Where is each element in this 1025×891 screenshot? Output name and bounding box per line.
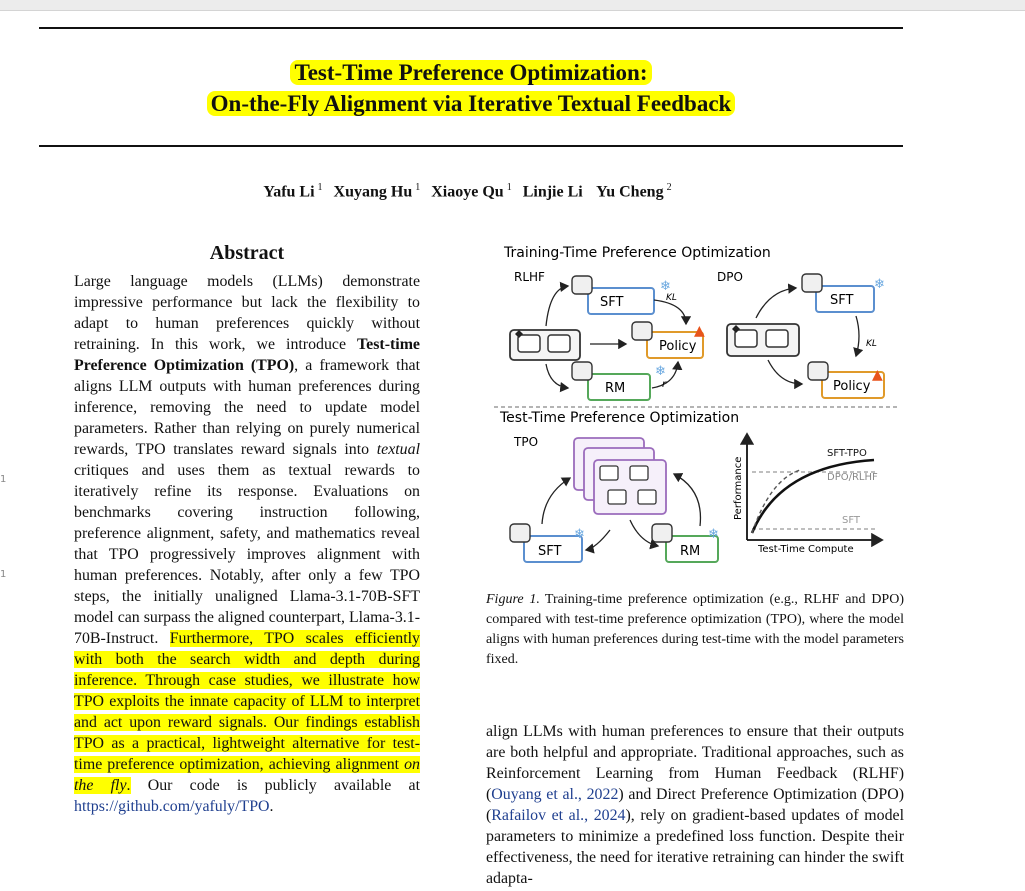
caption-label: Figure 1.	[486, 592, 540, 607]
dpo-sft-box	[802, 274, 885, 312]
abstract-highlighted-text: Furthermore, TPO scales efficiently with both the search width and depth during inference. Through case studies, we illustrate how TPO exploits the innate capacity of LLM to interpret and act upon reward signals. Our findings establish TPO as a practical, lightweight alternative for test-time preference optimization, achieving alignment	[74, 630, 420, 773]
tpo-sft-box	[510, 524, 585, 562]
author-affiliation: 1	[415, 182, 421, 193]
abstract-text: .	[269, 798, 274, 815]
dpo-sft-label: SFT	[830, 293, 854, 308]
author-name: Xiaoye Qu	[431, 183, 504, 201]
sft-label: SFT	[842, 515, 861, 526]
citation-link[interactable]: Rafailov et al., 2024	[491, 807, 626, 824]
rlhf-label: RLHF	[514, 270, 545, 284]
robot-icon	[572, 276, 592, 294]
tpo-rm-label: RM	[680, 544, 701, 559]
arrow	[654, 300, 686, 324]
dpo-prompt-box	[727, 324, 799, 356]
snowflake-icon: ❄	[660, 279, 671, 294]
abstract-highlighted-text: .	[126, 777, 131, 794]
robot-icon	[632, 322, 652, 340]
abstract-text: , a framework that aligns LLM outputs with human preferences during inference, removing the need to update model parameters. Rather than relying on purely numerical rewards, TPO translates reward signals into	[74, 357, 421, 458]
y-axis-label: Performance	[733, 456, 744, 520]
snowflake-icon: ❄	[574, 527, 585, 542]
author-name: Yafu Li	[263, 183, 315, 201]
fire-icon: ▲	[872, 367, 883, 383]
robot-icon	[802, 274, 822, 292]
figure-1-diagram	[490, 238, 904, 568]
x-axis-label: Test-Time Compute	[758, 544, 854, 555]
fire-icon: ▲	[694, 323, 705, 339]
arrow	[586, 530, 610, 550]
author-list	[39, 182, 903, 201]
dpo-rlhf-label: DPO/RLHF	[827, 472, 878, 483]
author-affiliation: 1	[317, 182, 323, 193]
paper-title-line-2	[39, 89, 903, 118]
abstract-text: critiques and uses them as textual rewards to iteratively refine its response. Evaluations on benchmarks covering instruction following, preference alignment, safety, and mathematics reveal that TPO progressively improves alignment with human preferences. Notably, after only a few TPO steps, the initially unaligned Llama-3.1-70B-SFT model can surpass the aligned counterpart, Llama-3.1-70B-Instruct.	[74, 462, 420, 647]
performance-mini-chart	[733, 434, 882, 555]
abstract-italic-term: textual	[376, 441, 420, 458]
tpo-sft-label: SFT	[538, 544, 562, 559]
title-highlight: On-the-Fly Alignment via Iterative Textual Feedback	[207, 91, 736, 116]
author-name: Yu Cheng	[596, 183, 664, 201]
title-highlight: Test-Time Preference Optimization:	[290, 60, 651, 85]
title-top-rule	[39, 27, 903, 29]
figure-1	[490, 238, 904, 568]
test-time-title: Test-Time Preference Optimization	[500, 410, 740, 426]
dpo-policy-label: Policy	[833, 379, 871, 394]
intro-paragraph	[486, 721, 904, 889]
robot-icon	[510, 524, 530, 542]
snowflake-icon: ❄	[874, 277, 885, 292]
dpo-kl-label: KL	[866, 339, 877, 349]
author-affiliation: 2	[666, 182, 672, 193]
body-text: ) and Direct Preference Optimization (DPO) (	[486, 786, 905, 824]
author-name: Xuyang Hu	[333, 183, 413, 201]
author-name: Linjie Li	[522, 183, 583, 201]
robot-icon	[572, 362, 592, 380]
dpo-label: DPO	[717, 270, 743, 284]
robot-icon	[808, 362, 828, 380]
snowflake-icon: ❄	[655, 364, 666, 379]
dpo-rlhf-rise	[752, 470, 800, 533]
snowflake-icon: ❄	[708, 527, 719, 542]
abstract-heading: Abstract	[209, 242, 285, 264]
rlhf-sft-label: SFT	[600, 295, 624, 310]
arrow	[542, 478, 570, 524]
caption-text: Training-time preference optimization (e.g., RLHF and DPO) compared with test-time preference optimization (TPO), where the model aligns with human preferences during test-time with the model parameters fixed.	[486, 592, 904, 667]
citation-link[interactable]: Ouyang et al., 2022	[491, 786, 619, 803]
code-repo-link[interactable]: https://github.com/yafuly/TPO	[74, 798, 270, 815]
rlhf-policy-label: Policy	[659, 339, 697, 354]
tpo-label: TPO	[514, 435, 539, 449]
abstract-highlighted-italic: on the fly	[74, 756, 420, 794]
rlhf-prompt-box	[510, 330, 580, 360]
robot-icon	[652, 524, 672, 542]
rlhf-rm-box	[572, 362, 666, 400]
browser-top-bar	[0, 0, 1025, 11]
rlhf-sft-box	[572, 276, 671, 314]
sft-tpo-label: SFT-TPO	[827, 448, 867, 459]
training-time-title: Training-Time Preference Optimization	[504, 245, 771, 261]
figure-caption	[486, 590, 904, 670]
tpo-response-stack	[574, 438, 666, 514]
abstract-body	[74, 271, 420, 817]
dpo-policy-box	[808, 362, 884, 398]
rlhf-kl-label: KL	[666, 293, 677, 303]
arrow	[768, 360, 802, 384]
arrow	[856, 316, 859, 356]
body-text: ), rely on gradient-based updates of model parameters to minimize a predefined loss function. Despite their effectiveness, the need for iterative retraining can hinder the swift adapta-	[486, 807, 904, 887]
arrow	[546, 286, 568, 326]
page-edge-mark: 1	[0, 569, 7, 580]
reward-r-label: r	[662, 379, 667, 390]
rlhf-policy-box	[632, 322, 705, 358]
rlhf-rm-label: RM	[605, 381, 626, 396]
abstract-text: Large language models (LLMs) demonstrate impressive performance but lack the flexibility to adapt to human preferences quickly without retraining. In this work, we introduce	[74, 273, 420, 353]
author-affiliation: 1	[506, 182, 512, 193]
title-bottom-rule	[39, 145, 903, 147]
body-text: align LLMs with human preferences to ensure that their outputs are both helpful and appropriate. Traditional approaches, such as Reinforcement Learning from Human Feedback (RLHF) (	[486, 723, 904, 803]
paper-title-line-1	[39, 58, 903, 87]
arrow	[756, 288, 796, 318]
arrow	[674, 474, 700, 526]
arrow	[546, 364, 568, 388]
abstract-bold-term: Test-time Preference Optimization (TPO)	[74, 336, 420, 374]
tpo-rm-box	[652, 524, 719, 562]
abstract-text: Our code is publicly available at	[130, 777, 420, 794]
page-edge-mark: 1	[0, 474, 7, 485]
